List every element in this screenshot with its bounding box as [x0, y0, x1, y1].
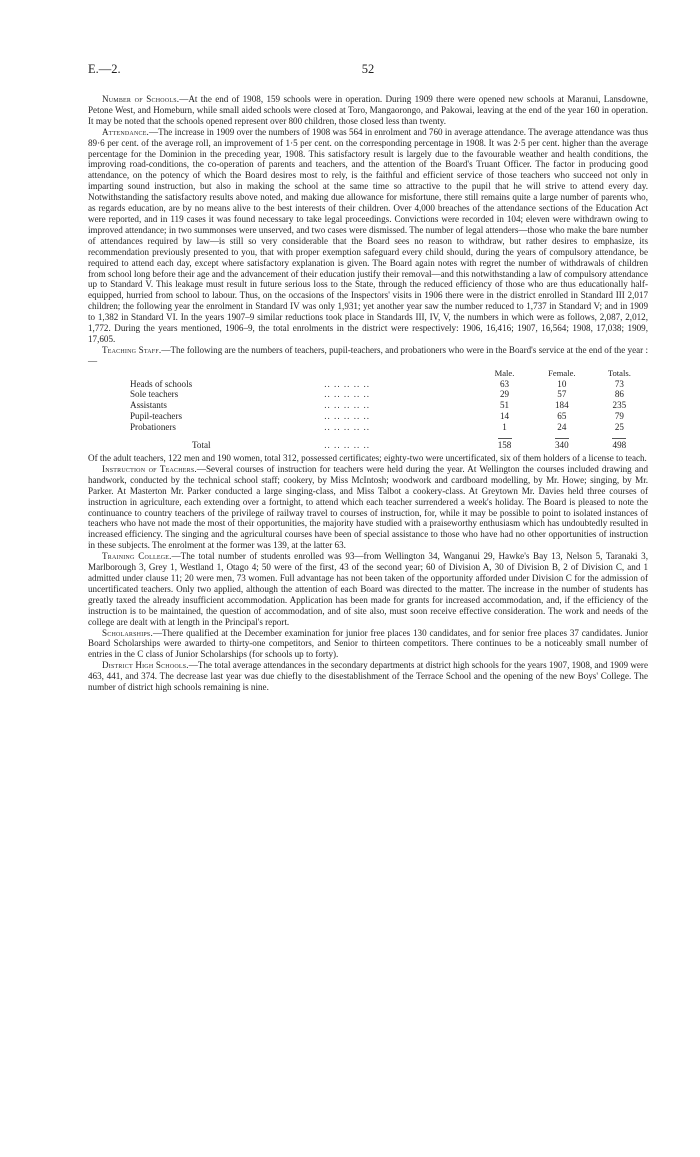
male-count: 14 [499, 411, 510, 422]
dot-leader: .. .. .. .. .. [324, 411, 371, 422]
table-total-row [130, 440, 648, 451]
section-heading: Number of Schools. [102, 94, 180, 104]
paragraph-scholarships [88, 628, 648, 661]
female-count: 65 [557, 411, 567, 422]
section-heading: District High Schools. [102, 660, 189, 671]
row-label: Assistants [130, 400, 167, 411]
paragraph-text: —The following are the numbers of teachers, pupil-teachers, and probationers who were in the Board's service at the end of the year :— [88, 344, 648, 366]
page-header [88, 62, 648, 82]
male-count: 29 [499, 389, 510, 400]
male-count: 51 [499, 400, 510, 411]
male-count: 63 [499, 378, 510, 389]
paragraph-text: Of the adult teachers, 122 men and 190 women, total 312, possessed certificates; eighty-two were uncertificated, six of them holders of a license to teach. [88, 453, 647, 463]
column-rule [476, 433, 533, 440]
row-label: Heads of schools [130, 378, 193, 389]
grand-total: 498 [612, 440, 627, 451]
table-rule-row [130, 433, 648, 440]
row-label: Probationers [130, 422, 176, 433]
section-heading: Scholarships. [102, 627, 153, 638]
header-male: Male. [494, 367, 515, 378]
female-count: 24 [557, 422, 567, 433]
total-count: 86 [614, 389, 624, 400]
dot-leader: .. .. .. .. .. [324, 400, 371, 411]
table-header-row [130, 368, 648, 379]
paragraph-number-of-schools [88, 94, 648, 127]
header-totals: Totals. [607, 367, 631, 378]
page-number: 52 [361, 62, 375, 76]
male-count: 1 [502, 422, 507, 433]
female-count: 184 [555, 400, 569, 411]
header-female: Female. [548, 367, 576, 378]
dot-leader: .. .. .. .. .. [324, 440, 371, 451]
paragraph-text: —There qualified at the December examination for junior free places 130 candidates, and for senior free places 37 candidates. Junior Board Scholarships were awarded to thirty-one competitors, and Senior to thirteen competitors. There continues to be a noticeably small number of entries in the C class of Junior Scholarships (for schools up to forty). [88, 627, 648, 660]
paragraph-adult-teachers [88, 453, 648, 464]
female-count: 57 [557, 389, 567, 400]
table-row [130, 379, 648, 390]
table-row [130, 411, 648, 422]
column-rule [591, 433, 648, 440]
female-count: 10 [557, 378, 567, 389]
section-heading: Attendance. [102, 126, 150, 137]
section-heading: Instruction of Teachers. [102, 463, 197, 474]
teaching-staff-table [130, 368, 648, 451]
row-label: Sole teachers [130, 389, 179, 400]
dot-leader: .. .. .. .. .. [324, 422, 371, 433]
male-total: 158 [497, 440, 512, 451]
table-row [130, 400, 648, 411]
row-label: Pupil-teachers [130, 411, 183, 422]
paragraph-district-high-schools [88, 660, 648, 693]
table-row [130, 422, 648, 433]
paragraph-teaching-staff [88, 345, 648, 367]
paragraph-text: —Several courses of instruction for teachers were held during the year. At Wellington the courses included drawing and handwork, conducted by the technical school staff; cookery, by Miss McIntosh; woodwork and cardboard modelling, by Mr. Howe; singing, by Mr. Parker. At Masterton Mr. Parker conducted a large singing-class, and Miss Talbot a cookery-class. At Greytown Mr. Davies held three courses of instruction in agriculture, each extending over a fortnight, to attend which each teacher surrendered a week's holiday. The Board is pleased to note the continuance to country teachers of the privilege of railway travel to courses of instruction, for, while it may be possible to point to isolated instances of teachers who have not made the most of their opportunities, the majority have studied with a praiseworthy enthusiasm which has undoubtedly resulted in increased efficiency. The singing and the agricultural courses have been of special assistance to those who have had no other opportunities of instruction in these subjects. The enrolment at the former was 139, at the latter 63. [88, 463, 649, 551]
total-count: 73 [614, 378, 624, 389]
paragraph-text: —The increase in 1909 over the numbers of 1908 was 564 in enrolment and 760 in average attendance. The average attendance was thus 89·6 per cent. of the average roll, an improvement of 1·5 per cent. on the corresponding percentage in 1908. It was 2·5 per cent. higher than the average percentage for the Dominion in the preceding year, 1908. This satisfactory result is largely due to the favourable weather and health conditions, the improving road-conditions, the co-operation of parents and teachers, and the attention of the Board's Truant Officer. The factor in producing good attendance, on the potency of which the Board desires most to rely, is the faithful and efficient service of those teachers who succeed not only in imparting sound instruction, but also in making the school at the same time so attractive to the pupil that he will strive to attend every day. Notwithstanding the satisfactory results above noted, and making due allowance for misfortune, there still remains quite a large number of parents who, as regards education, are by no means alive to the best interests of their children. Over 4,000 breaches of the attendance sections of the Education Act were reported, and in 119 cases it was found necessary to take legal proceedings. Convictions were recorded in 104; eleven were withdrawn owing to improved attendance; in two summonses were unserved, and two cases were dismissed. The number of legal attenders—those who make the bare number of attendances required by law—is still so very considerable that the Board sees no reason to withdraw, but rather desires to emphasize, its recommendation previously presented to you, that with proper exemption safeguard every child should, during the years of compulsory attendance, be required to attend each day, except where satisfactory explanation is given. The Board again notes with regret the number of withdrawals of children from school long before their age and the advancement of their education justify their removal—and this notwithstanding a law of compulsory attendance up to Standard V. This leakage must result in future serious loss to the State, through the reduced efficiency of those who are thus educationally half-equipped, hurried from school to labour. Thus, on the occasions of the Inspectors' visits in 1906 there were in the district enrolled in Standard III 2,017 children; the following year the enrolment in Standard IV was only 1,931; yet another year saw the number reduced to 1,737 in Standard V; and in 1909 to 1,382 in Standard VI. In the years 1907–9 similar reductions took place in Standards III, IV, V, the numbers in which were as follows, 2,087, 2,012, 1,772. During the years mentioned, 1906–9, the total enrolments in the district were respectively: 1906, 16,416; 1907, 16,564; 1908, 17,038; 1909, 17,605. [88, 126, 648, 344]
column-rule [533, 433, 591, 440]
total-count: 25 [614, 422, 624, 433]
section-heading: Training College. [102, 551, 172, 562]
total-count: 235 [612, 400, 627, 411]
paragraph-text: —At the end of 1908, 159 schools were in operation. During 1909 there were opened new schools at Maranui, Lansdowne, Petone West, and Homeburn, while small aided schools were closed at Toro, Mangaorongo, and Pakowai, leaving at the end of the year 160 in operation. It may be noted that the schools opened represent over 800 children, those closed less than twenty. [88, 94, 648, 126]
paragraph-instruction-of-teachers [88, 464, 648, 551]
document-page [88, 62, 648, 693]
paragraph-text: —The total number of students enrolled was 93—from Wellington 34, Wanganui 29, Hawke's Bay 13, Nelson 5, Taranaki 3, Marlborough 3, Grey 1, Westland 1, Otago 4; 50 were of the first, 43 of the second year; 60 of Division A, 30 of Division B, 2 of Division C, and 1 admitted under clause 11; 20 were men, 73 women. Full advantage has not been taken of the opportunity afforded under Division C for the admission of uncertificated teachers. Only two applied, although the attention of each Board was directed to the matter. The increase in the number of students has greatly taxed the already insufficient accommodation. Application has been made for grants for increased accommodation, and, if the efficiency of the instruction is to be maintained, the question of accommodation, and of site also, must soon receive effective consideration. The work and needs of the college are dealt with at length in the Principal's report. [88, 551, 648, 627]
paragraph-text: —The total average attendances in the secondary departments at district high schools for the years 1907, 1908, and 1909 were 463, 441, and 374. The decrease last year was due chiefly to the disestablishment of the Terrace School and the opening of the new Boys' College. The number of district high schools remaining is nine. [88, 660, 648, 693]
total-label: Total [192, 440, 211, 451]
paragraph-training-college [88, 551, 648, 627]
table-row [130, 389, 648, 400]
dot-leader: .. .. .. .. .. [324, 389, 371, 400]
report-reference: E.—2. [88, 62, 121, 76]
section-heading: Teaching Staff. [102, 344, 162, 355]
female-total: 340 [555, 440, 569, 451]
dot-leader: .. .. .. .. .. [324, 378, 371, 389]
paragraph-attendance [88, 127, 648, 345]
document-body [88, 94, 648, 693]
total-count: 79 [614, 411, 624, 422]
